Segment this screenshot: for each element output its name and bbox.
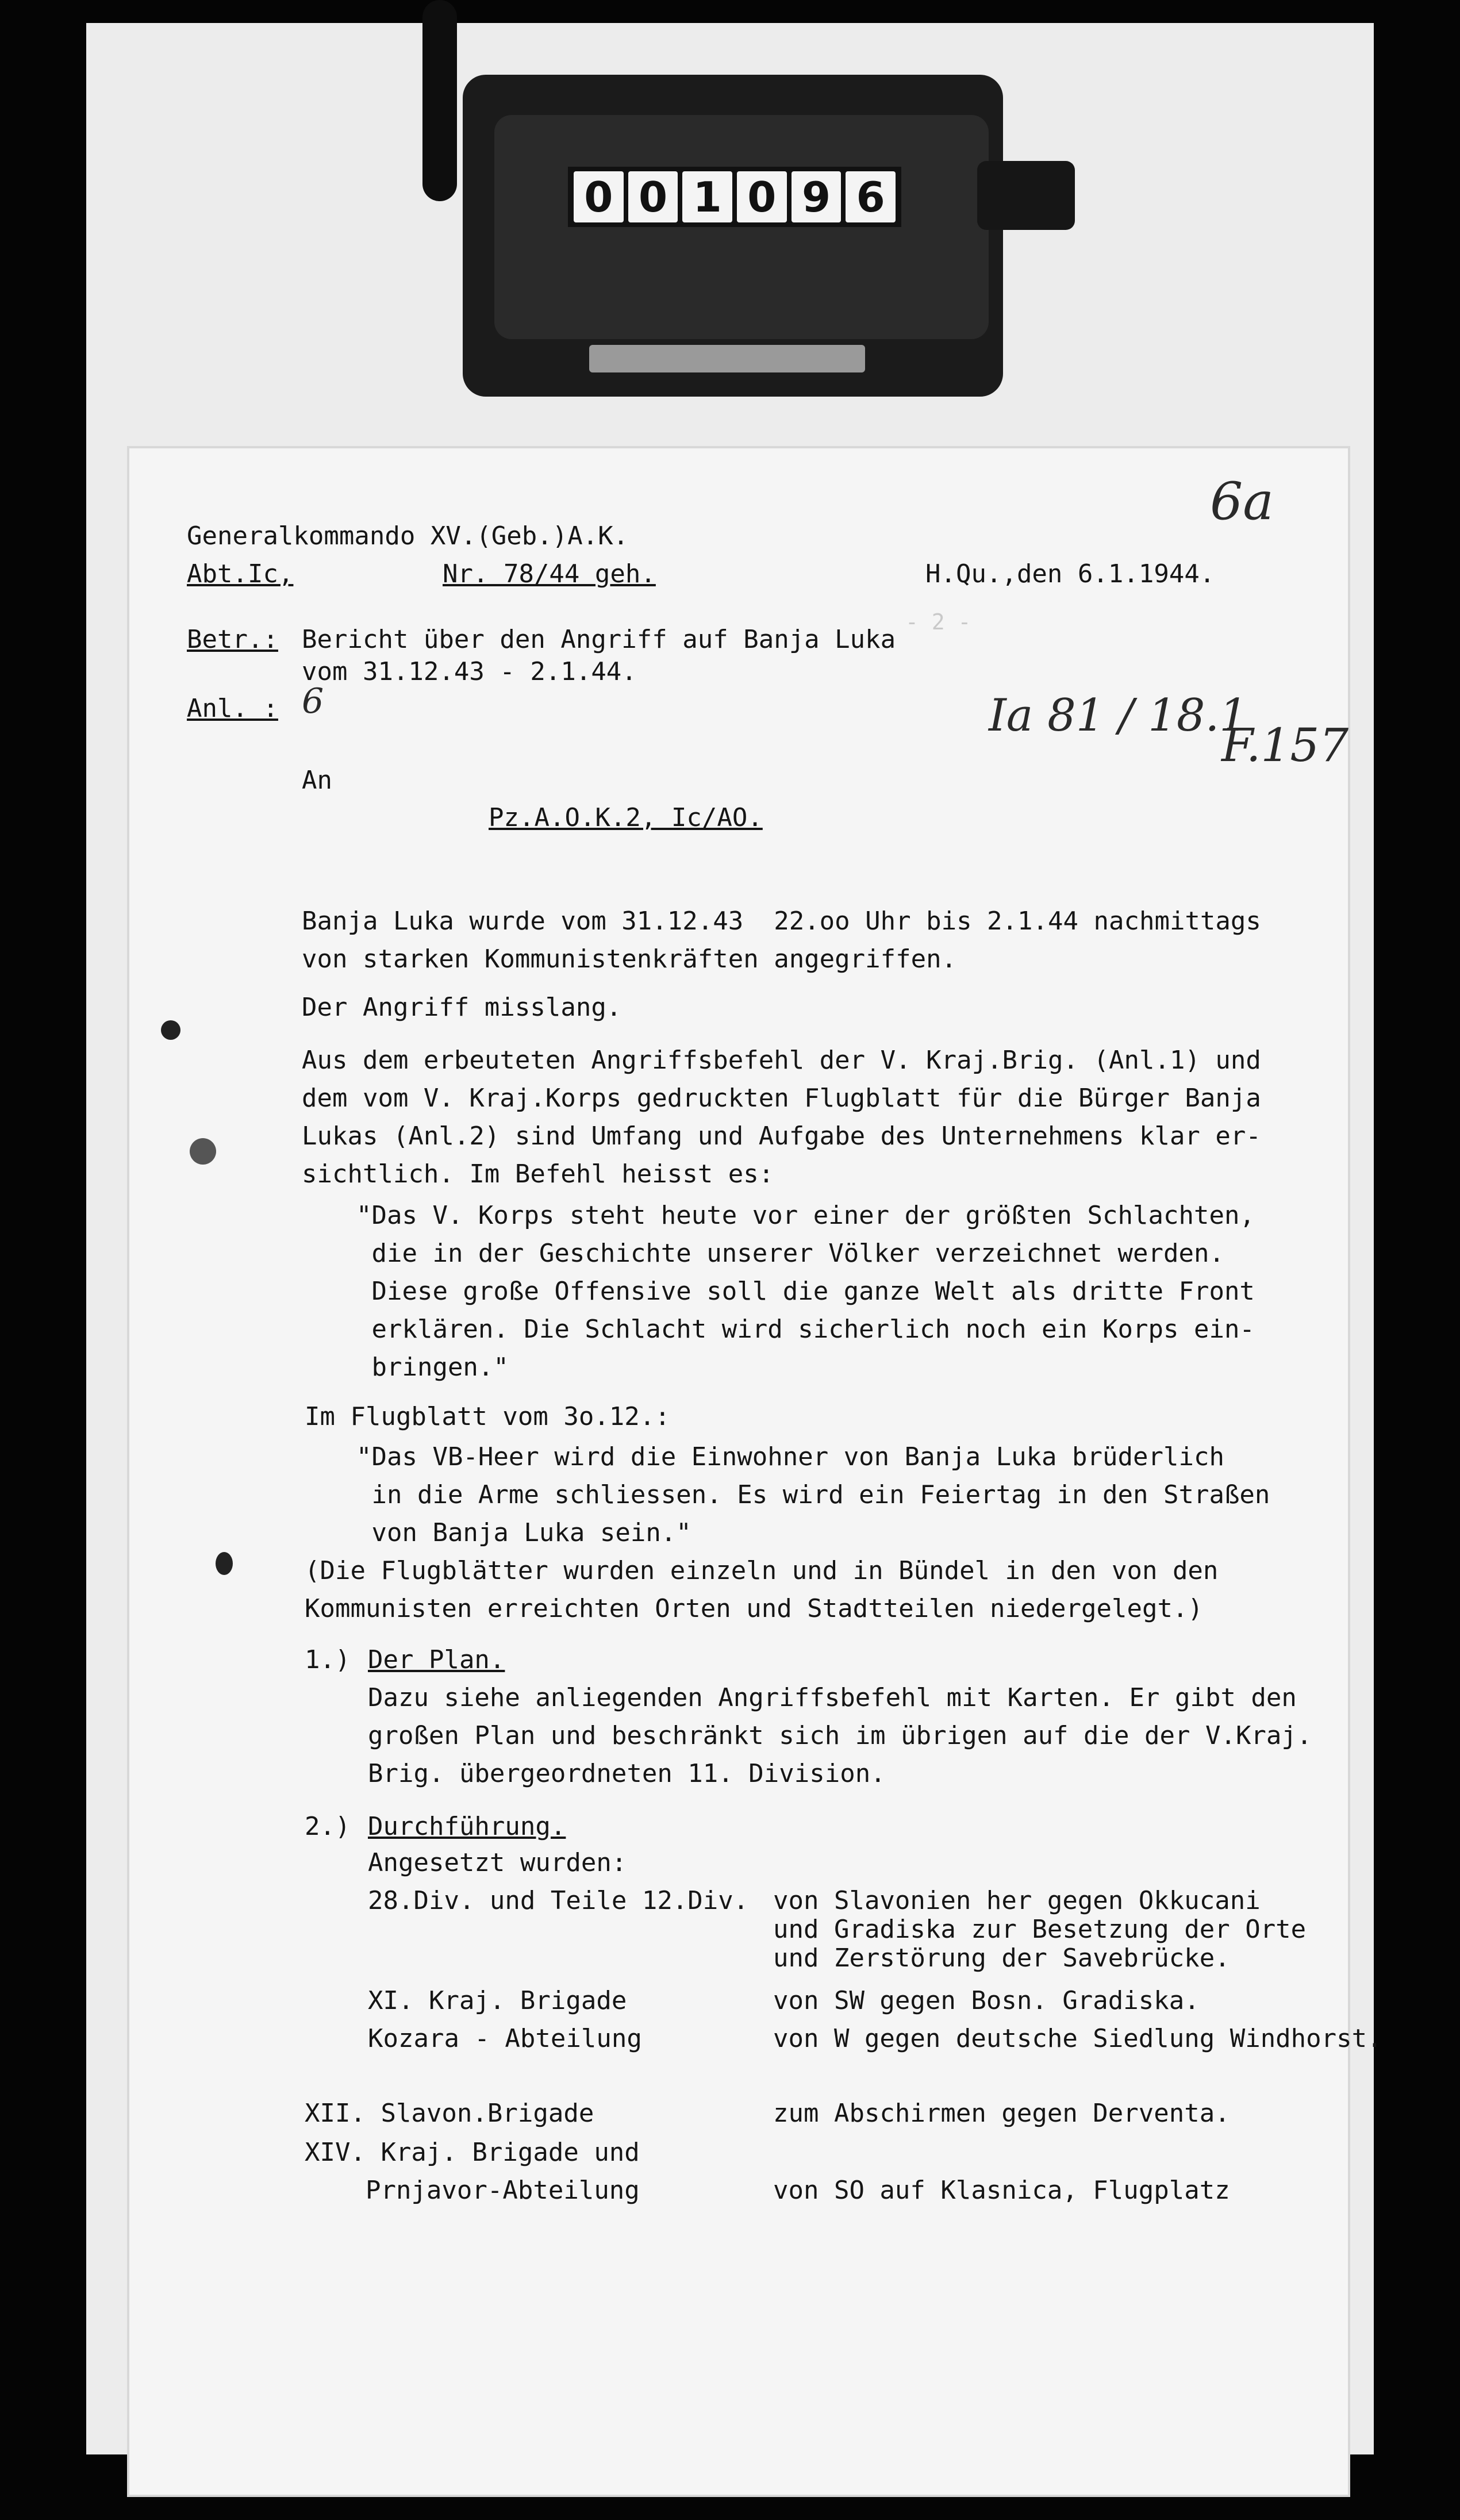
- header-org: Generalkommando XV.(Geb.)A.K.: [187, 521, 629, 551]
- recipient-name: Pz.A.O.K.2, Ic/AO.: [489, 803, 763, 832]
- handwritten-page-number: 6a: [1210, 471, 1274, 532]
- handwritten-stamp-number: F.157: [1221, 719, 1349, 772]
- unit-task: von W gegen deutsche Siedlung Windhorst.: [773, 2024, 1382, 2053]
- section2-title: Durchführung.: [368, 1812, 566, 1841]
- quote1-line: "Das V. Korps steht heute vor einer der größten Schlachten,: [356, 1201, 1255, 1230]
- unit-name: XII. Slavon.Brigade: [305, 2099, 594, 2128]
- subject-line1: Bericht über den Angriff auf Banja Luka: [302, 625, 896, 654]
- unit-name: Prnjavor-Abteilung: [305, 2176, 640, 2205]
- section2-intro: Angesetzt wurden:: [368, 1848, 627, 1877]
- counter-digit: 6: [846, 171, 896, 222]
- quote1-line: Diese große Offensive soll die ganze Welt als dritte Front: [356, 1277, 1255, 1306]
- ink-spot: [190, 1138, 216, 1165]
- quote2-line: "Das VB-Heer wird die Einwohner von Banja Luka brüderlich: [356, 1442, 1224, 1472]
- unit-name: XIV. Kraj. Brigade und: [305, 2138, 640, 2167]
- counter-knob: [977, 161, 1075, 230]
- counter-digit: 0: [628, 171, 678, 222]
- header-dept: Abt.Ic,: [187, 559, 294, 589]
- quote1-line: die in der Geschichte unserer Völker verzeichnet werden.: [356, 1239, 1224, 1268]
- counter-digit: 0: [574, 171, 624, 222]
- counter-digits: [568, 167, 901, 227]
- quote1-line: erklären. Die Schlacht wird sicherlich noch ein Korps ein-: [356, 1315, 1255, 1344]
- section1-line: Brig. übergeordneten 11. Division.: [368, 1759, 886, 1788]
- counter-digit: 1: [682, 171, 732, 222]
- attachment-handwritten-number: 6: [302, 681, 324, 721]
- unit-task: von SO auf Klasnica, Flugplatz: [773, 2176, 1230, 2205]
- unit-name: XI. Kraj. Brigade: [368, 1986, 627, 2015]
- counter-top: [494, 115, 989, 339]
- unit-task: und Gradiska zur Besetzung der Orte: [773, 1915, 1307, 1944]
- unit-name: 28.Div. und Teile 12.Div.: [368, 1886, 749, 1915]
- ink-spot: [216, 1552, 233, 1575]
- subject-label: Betr.:: [187, 625, 278, 654]
- header-place-date: H.Qu.,den 6.1.1944.: [925, 559, 1215, 589]
- unit-task: von SW gegen Bosn. Gradiska.: [773, 1986, 1200, 2015]
- unit-task: von Slavonien her gegen Okkucani: [773, 1886, 1261, 1915]
- handwritten-margin-note: Ia 81 / 18.1: [989, 690, 1248, 742]
- quote1-line: bringen.": [356, 1353, 509, 1382]
- counter-plate: [589, 345, 865, 372]
- section1-line: großen Plan und beschränkt sich im übrigen auf die der V.Kraj.: [368, 1721, 1312, 1750]
- unit-task: zum Abschirmen gegen Derventa.: [773, 2099, 1230, 2128]
- counter-cable: [422, 0, 457, 201]
- bleed-through-page-mark: - 2 -: [905, 609, 971, 635]
- typed-document-page: [129, 448, 1382, 2495]
- recipient-to: An: [302, 766, 332, 795]
- section1-title: Der Plan.: [368, 1645, 505, 1674]
- parenthetical-line: (Die Flugblätter wurden einzeln und in Bündel in den von den: [305, 1556, 1219, 1585]
- counter-digit: 0: [737, 171, 787, 222]
- attachment-label: Anl. :: [187, 694, 278, 723]
- quote2-line: in die Arme schliessen. Es wird ein Feiertag in den Straßen: [356, 1480, 1270, 1509]
- counter-digit: 9: [792, 171, 842, 222]
- flugblatt-intro: Im Flugblatt vom 3o.12.:: [305, 1402, 670, 1431]
- parenthetical-line: Kommunisten erreichten Orten und Stadtteilen niedergelegt.): [305, 1594, 1203, 1623]
- section1-line: Dazu siehe anliegenden Angriffsbefehl mit Karten. Er gibt den: [368, 1683, 1297, 1712]
- body-p3-line: dem vom V. Kraj.Korps gedruckten Flugblatt für die Bürger Banja: [302, 1084, 1261, 1113]
- quote2-line: von Banja Luka sein.": [356, 1518, 691, 1547]
- section1-number: 1.): [305, 1645, 351, 1674]
- body-p3-line: sichtlich. Im Befehl heisst es:: [302, 1159, 774, 1189]
- unit-name: Kozara - Abteilung: [368, 2024, 642, 2053]
- section2-number: 2.): [305, 1812, 351, 1841]
- header-ref-no: Nr. 78/44 geh.: [443, 559, 656, 589]
- body-p3-line: Lukas (Anl.2) sind Umfang und Aufgabe des Unternehmens klar er-: [302, 1121, 1261, 1151]
- body-p2: Der Angriff misslang.: [302, 993, 622, 1022]
- body-p3-line: Aus dem erbeuteten Angriffsbefehl der V. Kraj.Brig. (Anl.1) und: [302, 1046, 1261, 1075]
- body-p1-line1: Banja Luka wurde vom 31.12.43 22.oo Uhr bis 2.1.44 nachmittags: [302, 906, 1261, 936]
- subject-line2: vom 31.12.43 - 2.1.44.: [302, 657, 637, 686]
- ink-spot: [161, 1020, 180, 1040]
- body-p1-line2: von starken Kommunistenkräften angegriffen.: [302, 944, 957, 974]
- unit-task: und Zerstörung der Savebrücke.: [773, 1943, 1230, 1973]
